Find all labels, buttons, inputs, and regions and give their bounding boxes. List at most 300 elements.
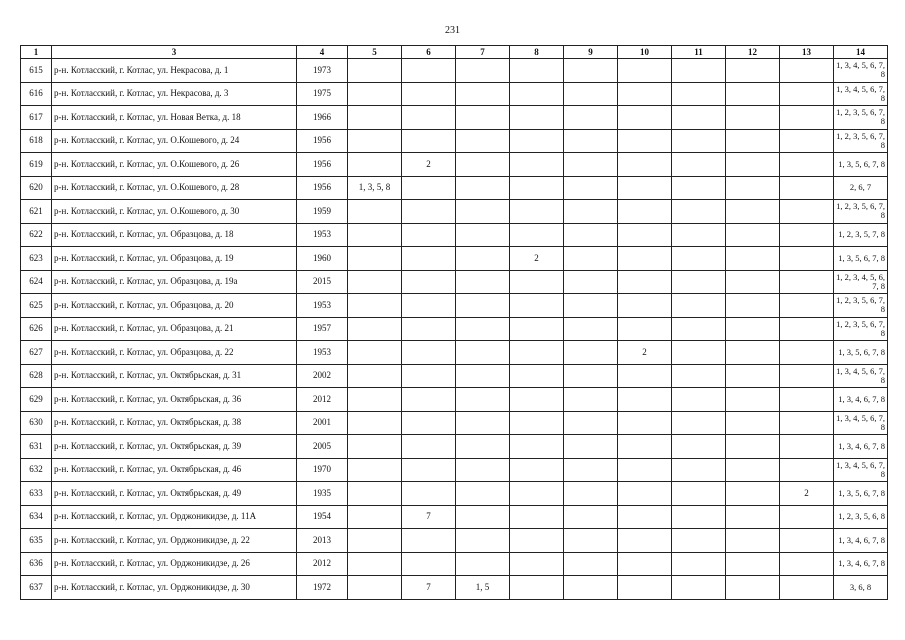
address-cell: р-н. Котласский, г. Котлас, ул. Октябрьская, д. 49 xyxy=(52,482,297,506)
col-9-cell xyxy=(564,270,618,294)
col-6-cell xyxy=(402,247,456,271)
col-10-cell xyxy=(618,247,672,271)
col-7-cell xyxy=(456,458,510,482)
col-8-cell xyxy=(510,552,564,576)
col-12-cell xyxy=(726,200,780,224)
page-number: 231 xyxy=(445,25,460,36)
col-11-cell xyxy=(672,270,726,294)
col-11-cell xyxy=(672,364,726,388)
col-10-cell xyxy=(618,176,672,200)
col-5-cell xyxy=(348,294,402,318)
col-14-cell: 1, 3, 4, 5, 6, 7, 8 xyxy=(834,411,888,435)
address-cell: р-н. Котласский, г. Котлас, ул. Орджоникидзе, д. 11А xyxy=(52,505,297,529)
col-14-cell: 1, 3, 5, 6, 7, 8 xyxy=(834,153,888,177)
col-5-cell xyxy=(348,200,402,224)
row-number-cell: 629 xyxy=(21,388,52,412)
address-cell: р-н. Котласский, г. Котлас, ул. Октябрьская, д. 38 xyxy=(52,411,297,435)
col-7-cell xyxy=(456,247,510,271)
col-8-cell xyxy=(510,106,564,130)
address-cell: р-н. Котласский, г. Котлас, ул. Образцова, д. 21 xyxy=(52,317,297,341)
col-12-cell xyxy=(726,482,780,506)
col-5-cell xyxy=(348,388,402,412)
col-6-cell xyxy=(402,482,456,506)
col-13-cell xyxy=(780,388,834,412)
col-9-cell xyxy=(564,364,618,388)
address-cell: р-н. Котласский, г. Котлас, ул. О.Кошевого, д. 30 xyxy=(52,200,297,224)
col-13-cell xyxy=(780,505,834,529)
table-row xyxy=(21,576,888,600)
col-11-cell xyxy=(672,294,726,318)
col-7-cell xyxy=(456,341,510,365)
row-number-cell: 616 xyxy=(21,82,52,106)
col-9-cell xyxy=(564,153,618,177)
col-6-cell xyxy=(402,59,456,83)
row-number-cell: 623 xyxy=(21,247,52,271)
col-5-cell xyxy=(348,435,402,459)
address-cell: р-н. Котласский, г. Котлас, ул. Образцова, д. 19а xyxy=(52,270,297,294)
col-14-cell: 1, 2, 3, 5, 6, 7, 8 xyxy=(834,200,888,224)
col-5-cell xyxy=(348,552,402,576)
col-6-cell xyxy=(402,458,456,482)
address-cell: р-н. Котласский, г. Котлас, ул. Некрасова, д. 1 xyxy=(52,59,297,83)
col-11-cell xyxy=(672,153,726,177)
col-8-cell xyxy=(510,129,564,153)
col-14-cell: 1, 2, 3, 5, 6, 7, 8 xyxy=(834,106,888,130)
col-8-cell xyxy=(510,529,564,553)
col-7-cell: 1, 5 xyxy=(456,576,510,600)
col-12-cell xyxy=(726,176,780,200)
col-10-cell xyxy=(618,82,672,106)
col-6-cell xyxy=(402,200,456,224)
table-row xyxy=(21,294,888,318)
col-9-cell xyxy=(564,388,618,412)
col-10-cell xyxy=(618,388,672,412)
col-9-cell xyxy=(564,129,618,153)
col-6-cell: 7 xyxy=(402,576,456,600)
col-14-cell: 1, 3, 5, 6, 7, 8 xyxy=(834,482,888,506)
col-14-cell: 1, 2, 3, 5, 6, 8 xyxy=(834,505,888,529)
year-cell: 1953 xyxy=(297,294,348,318)
col-13-cell xyxy=(780,129,834,153)
col-14-cell: 3, 6, 8 xyxy=(834,576,888,600)
year-cell: 2005 xyxy=(297,435,348,459)
col-9-cell xyxy=(564,552,618,576)
column-header: 7 xyxy=(456,46,510,59)
address-cell: р-н. Котласский, г. Котлас, ул. Некрасова, д. 3 xyxy=(52,82,297,106)
col-13-cell xyxy=(780,223,834,247)
col-5-cell xyxy=(348,82,402,106)
col-9-cell xyxy=(564,223,618,247)
col-6-cell xyxy=(402,129,456,153)
year-cell: 1972 xyxy=(297,576,348,600)
col-7-cell xyxy=(456,317,510,341)
year-cell: 1956 xyxy=(297,176,348,200)
year-cell: 1953 xyxy=(297,223,348,247)
column-header: 6 xyxy=(402,46,456,59)
year-cell: 1935 xyxy=(297,482,348,506)
col-13-cell xyxy=(780,82,834,106)
col-14-cell: 1, 3, 4, 5, 6, 7, 8 xyxy=(834,82,888,106)
col-5-cell: 1, 3, 5, 8 xyxy=(348,176,402,200)
col-9-cell xyxy=(564,458,618,482)
column-header: 8 xyxy=(510,46,564,59)
col-8-cell xyxy=(510,294,564,318)
col-8-cell xyxy=(510,458,564,482)
col-11-cell xyxy=(672,505,726,529)
col-13-cell xyxy=(780,59,834,83)
table-row xyxy=(21,153,888,177)
row-number-cell: 621 xyxy=(21,200,52,224)
col-7-cell xyxy=(456,59,510,83)
col-12-cell xyxy=(726,341,780,365)
table-row xyxy=(21,247,888,271)
col-7-cell xyxy=(456,129,510,153)
col-13-cell xyxy=(780,411,834,435)
address-cell: р-н. Котласский, г. Котлас, ул. Образцова, д. 20 xyxy=(52,294,297,318)
col-5-cell xyxy=(348,458,402,482)
col-11-cell xyxy=(672,482,726,506)
col-6-cell: 2 xyxy=(402,153,456,177)
year-cell: 2013 xyxy=(297,529,348,553)
col-9-cell xyxy=(564,317,618,341)
col-10-cell xyxy=(618,364,672,388)
col-13-cell xyxy=(780,106,834,130)
address-cell: р-н. Котласский, г. Котлас, ул. Орджоникидзе, д. 30 xyxy=(52,576,297,600)
year-cell: 1956 xyxy=(297,153,348,177)
table-row xyxy=(21,364,888,388)
col-8-cell xyxy=(510,364,564,388)
col-12-cell xyxy=(726,270,780,294)
col-5-cell xyxy=(348,529,402,553)
col-9-cell xyxy=(564,82,618,106)
col-8-cell xyxy=(510,341,564,365)
col-6-cell xyxy=(402,411,456,435)
col-14-cell: 1, 2, 3, 5, 6, 7, 8 xyxy=(834,317,888,341)
row-number-cell: 633 xyxy=(21,482,52,506)
col-10-cell xyxy=(618,294,672,318)
col-8-cell xyxy=(510,576,564,600)
col-11-cell xyxy=(672,106,726,130)
col-14-cell: 1, 2, 3, 5, 7, 8 xyxy=(834,223,888,247)
col-6-cell xyxy=(402,388,456,412)
col-10-cell xyxy=(618,200,672,224)
table-row xyxy=(21,59,888,83)
col-12-cell xyxy=(726,576,780,600)
col-12-cell xyxy=(726,317,780,341)
col-10-cell xyxy=(618,529,672,553)
col-11-cell xyxy=(672,576,726,600)
year-cell: 2012 xyxy=(297,388,348,412)
column-header: 9 xyxy=(564,46,618,59)
table-row xyxy=(21,529,888,553)
col-7-cell xyxy=(456,411,510,435)
col-7-cell xyxy=(456,106,510,130)
col-11-cell xyxy=(672,388,726,412)
col-8-cell xyxy=(510,82,564,106)
col-12-cell xyxy=(726,552,780,576)
col-14-cell: 1, 3, 5, 6, 7, 8 xyxy=(834,341,888,365)
col-9-cell xyxy=(564,200,618,224)
year-cell: 1954 xyxy=(297,505,348,529)
row-number-cell: 636 xyxy=(21,552,52,576)
table-row xyxy=(21,552,888,576)
col-9-cell xyxy=(564,411,618,435)
year-cell: 2012 xyxy=(297,552,348,576)
col-13-cell xyxy=(780,153,834,177)
col-11-cell xyxy=(672,176,726,200)
col-5-cell xyxy=(348,576,402,600)
table-header-row xyxy=(21,46,888,59)
table-body xyxy=(21,59,888,600)
col-14-cell: 1, 3, 4, 6, 7, 8 xyxy=(834,529,888,553)
col-7-cell xyxy=(456,294,510,318)
col-5-cell xyxy=(348,270,402,294)
col-12-cell xyxy=(726,247,780,271)
address-cell: р-н. Котласский, г. Котлас, ул. Орджоникидзе, д. 26 xyxy=(52,552,297,576)
year-cell: 2002 xyxy=(297,364,348,388)
col-9-cell xyxy=(564,59,618,83)
col-10-cell xyxy=(618,458,672,482)
col-5-cell xyxy=(348,317,402,341)
col-14-cell: 1, 3, 4, 6, 7, 8 xyxy=(834,388,888,412)
col-8-cell xyxy=(510,59,564,83)
col-7-cell xyxy=(456,200,510,224)
col-10-cell xyxy=(618,270,672,294)
year-cell: 1956 xyxy=(297,129,348,153)
col-12-cell xyxy=(726,82,780,106)
col-5-cell xyxy=(348,364,402,388)
col-14-cell: 1, 3, 4, 5, 6, 7, 8 xyxy=(834,364,888,388)
row-number-cell: 634 xyxy=(21,505,52,529)
col-11-cell xyxy=(672,223,726,247)
col-13-cell xyxy=(780,458,834,482)
col-10-cell xyxy=(618,317,672,341)
col-13-cell xyxy=(780,364,834,388)
col-12-cell xyxy=(726,106,780,130)
row-number-cell: 628 xyxy=(21,364,52,388)
col-5-cell xyxy=(348,247,402,271)
col-13-cell xyxy=(780,247,834,271)
year-cell: 1966 xyxy=(297,106,348,130)
table-row xyxy=(21,200,888,224)
row-number-cell: 626 xyxy=(21,317,52,341)
col-11-cell xyxy=(672,59,726,83)
col-12-cell xyxy=(726,435,780,459)
col-12-cell xyxy=(726,364,780,388)
row-number-cell: 625 xyxy=(21,294,52,318)
col-7-cell xyxy=(456,505,510,529)
table-row xyxy=(21,341,888,365)
col-10-cell xyxy=(618,411,672,435)
col-10-cell xyxy=(618,576,672,600)
col-5-cell xyxy=(348,411,402,435)
row-number-cell: 619 xyxy=(21,153,52,177)
col-14-cell: 1, 3, 4, 5, 6, 7, 8 xyxy=(834,59,888,83)
col-6-cell xyxy=(402,364,456,388)
col-14-cell: 1, 3, 5, 6, 7, 8 xyxy=(834,247,888,271)
col-13-cell xyxy=(780,200,834,224)
col-6-cell xyxy=(402,317,456,341)
col-14-cell: 1, 2, 3, 5, 6, 7, 8 xyxy=(834,129,888,153)
col-13-cell xyxy=(780,435,834,459)
col-9-cell xyxy=(564,482,618,506)
col-8-cell xyxy=(510,270,564,294)
col-8-cell xyxy=(510,223,564,247)
col-13-cell xyxy=(780,576,834,600)
row-number-cell: 637 xyxy=(21,576,52,600)
col-12-cell xyxy=(726,411,780,435)
col-12-cell xyxy=(726,59,780,83)
col-13-cell xyxy=(780,176,834,200)
col-11-cell xyxy=(672,247,726,271)
col-8-cell: 2 xyxy=(510,247,564,271)
col-14-cell: 2, 6, 7 xyxy=(834,176,888,200)
table-row xyxy=(21,129,888,153)
col-12-cell xyxy=(726,129,780,153)
col-7-cell xyxy=(456,435,510,459)
col-5-cell xyxy=(348,505,402,529)
col-8-cell xyxy=(510,317,564,341)
col-11-cell xyxy=(672,317,726,341)
year-cell: 2001 xyxy=(297,411,348,435)
col-6-cell: 7 xyxy=(402,505,456,529)
col-10-cell xyxy=(618,505,672,529)
col-6-cell xyxy=(402,529,456,553)
col-8-cell xyxy=(510,153,564,177)
col-12-cell xyxy=(726,505,780,529)
column-header: 1 xyxy=(21,46,52,59)
col-13-cell xyxy=(780,341,834,365)
table-row xyxy=(21,411,888,435)
table-row xyxy=(21,82,888,106)
address-cell: р-н. Котласский, г. Котлас, ул. Октябрьская, д. 46 xyxy=(52,458,297,482)
col-7-cell xyxy=(456,176,510,200)
col-7-cell xyxy=(456,552,510,576)
col-6-cell xyxy=(402,552,456,576)
col-10-cell xyxy=(618,153,672,177)
col-10-cell xyxy=(618,435,672,459)
col-9-cell xyxy=(564,247,618,271)
row-number-cell: 622 xyxy=(21,223,52,247)
col-6-cell xyxy=(402,106,456,130)
col-12-cell xyxy=(726,529,780,553)
table-row xyxy=(21,270,888,294)
address-cell: р-н. Котласский, г. Котлас, ул. Октябрьская, д. 36 xyxy=(52,388,297,412)
housing-registry-table xyxy=(20,45,888,600)
col-11-cell xyxy=(672,435,726,459)
table-row xyxy=(21,317,888,341)
col-13-cell xyxy=(780,270,834,294)
col-9-cell xyxy=(564,505,618,529)
col-6-cell xyxy=(402,82,456,106)
column-header: 4 xyxy=(297,46,348,59)
col-12-cell xyxy=(726,388,780,412)
table-row xyxy=(21,482,888,506)
address-cell: р-н. Котласский, г. Котлас, ул. О.Кошевого, д. 26 xyxy=(52,153,297,177)
col-14-cell: 1, 3, 4, 6, 7, 8 xyxy=(834,435,888,459)
col-8-cell xyxy=(510,482,564,506)
address-cell: р-н. Котласский, г. Котлас, ул. О.Кошевого, д. 24 xyxy=(52,129,297,153)
col-10-cell: 2 xyxy=(618,341,672,365)
col-9-cell xyxy=(564,529,618,553)
table-row xyxy=(21,458,888,482)
col-9-cell xyxy=(564,106,618,130)
col-5-cell xyxy=(348,59,402,83)
table-row xyxy=(21,176,888,200)
row-number-cell: 618 xyxy=(21,129,52,153)
col-9-cell xyxy=(564,576,618,600)
address-cell: р-н. Котласский, г. Котлас, ул. Образцова, д. 22 xyxy=(52,341,297,365)
year-cell: 1957 xyxy=(297,317,348,341)
col-8-cell xyxy=(510,176,564,200)
col-13-cell: 2 xyxy=(780,482,834,506)
table-row xyxy=(21,106,888,130)
col-5-cell xyxy=(348,482,402,506)
address-cell: р-н. Котласский, г. Котлас, ул. Образцова, д. 19 xyxy=(52,247,297,271)
table-row xyxy=(21,223,888,247)
col-13-cell xyxy=(780,317,834,341)
col-11-cell xyxy=(672,82,726,106)
col-5-cell xyxy=(348,129,402,153)
col-7-cell xyxy=(456,153,510,177)
col-14-cell: 1, 3, 4, 5, 6, 7, 8 xyxy=(834,458,888,482)
year-cell: 1975 xyxy=(297,82,348,106)
col-9-cell xyxy=(564,435,618,459)
address-cell: р-н. Котласский, г. Котлас, ул. О.Кошевого, д. 28 xyxy=(52,176,297,200)
row-number-cell: 631 xyxy=(21,435,52,459)
col-6-cell xyxy=(402,270,456,294)
table-row xyxy=(21,435,888,459)
col-7-cell xyxy=(456,82,510,106)
address-cell: р-н. Котласский, г. Котлас, ул. Октябрьская, д. 31 xyxy=(52,364,297,388)
col-5-cell xyxy=(348,106,402,130)
row-number-cell: 624 xyxy=(21,270,52,294)
address-cell: р-н. Котласский, г. Котлас, ул. Новая Ветка, д. 18 xyxy=(52,106,297,130)
col-8-cell xyxy=(510,411,564,435)
col-10-cell xyxy=(618,223,672,247)
col-7-cell xyxy=(456,388,510,412)
year-cell: 1973 xyxy=(297,59,348,83)
col-8-cell xyxy=(510,505,564,529)
col-12-cell xyxy=(726,223,780,247)
row-number-cell: 627 xyxy=(21,341,52,365)
col-6-cell xyxy=(402,294,456,318)
col-11-cell xyxy=(672,458,726,482)
col-10-cell xyxy=(618,106,672,130)
col-9-cell xyxy=(564,341,618,365)
col-8-cell xyxy=(510,435,564,459)
row-number-cell: 635 xyxy=(21,529,52,553)
col-5-cell xyxy=(348,223,402,247)
col-12-cell xyxy=(726,458,780,482)
col-6-cell xyxy=(402,176,456,200)
address-cell: р-н. Котласский, г. Котлас, ул. Орджоникидзе, д. 22 xyxy=(52,529,297,553)
col-10-cell xyxy=(618,129,672,153)
column-header: 3 xyxy=(52,46,297,59)
year-cell: 1970 xyxy=(297,458,348,482)
address-cell: р-н. Котласский, г. Котлас, ул. Октябрьская, д. 39 xyxy=(52,435,297,459)
col-11-cell xyxy=(672,129,726,153)
col-7-cell xyxy=(456,529,510,553)
address-cell: р-н. Котласский, г. Котлас, ул. Образцова, д. 18 xyxy=(52,223,297,247)
col-7-cell xyxy=(456,364,510,388)
column-header: 12 xyxy=(726,46,780,59)
row-number-cell: 615 xyxy=(21,59,52,83)
col-8-cell xyxy=(510,200,564,224)
row-number-cell: 617 xyxy=(21,106,52,130)
col-11-cell xyxy=(672,411,726,435)
col-5-cell xyxy=(348,153,402,177)
